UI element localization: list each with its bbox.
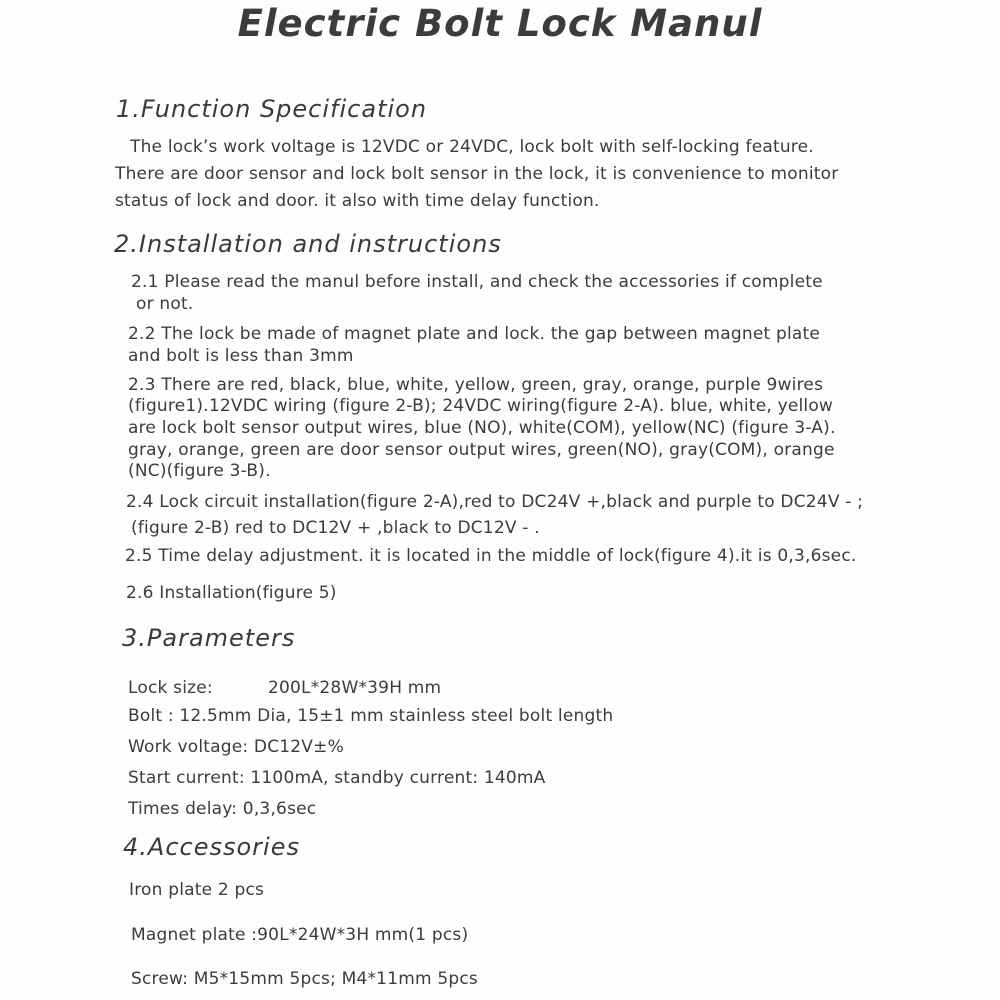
install-item-2-3-line-1: 2.3 There are red, black, blue, white, yellow, green, gray, orange, purple 9wires — [128, 375, 824, 395]
install-item-2-3-line-5: (NC)(figure 3-B). — [128, 461, 271, 481]
section-heading-installation: 2.Installation and instructions — [114, 230, 502, 258]
function-line-1: The lock’s work voltage is 12VDC or 24VDC, lock bolt with self-locking feature. — [130, 137, 814, 157]
function-line-2: There are door sensor and lock bolt sensor in the lock, it is convenience to monitor — [115, 164, 839, 184]
section-heading-accessories: 4.Accessories — [123, 833, 300, 861]
install-item-2-5: 2.5 Time delay adjustment. it is located in the middle of lock(figure 4).it is 0,3,6sec. — [125, 546, 857, 566]
section-heading-function: 1.Function Specification — [116, 95, 428, 123]
param-lock-size — [128, 678, 441, 699]
accessory-iron-plate: Iron plate 2 pcs — [129, 880, 265, 900]
install-item-2-2-line-2: and bolt is less than 3mm — [128, 346, 354, 366]
param-bolt: Bolt : 12.5mm Dia, 15±1 mm stainless steel bolt length — [128, 706, 614, 726]
param-work-voltage: Work voltage: DC12V±% — [128, 737, 344, 757]
install-item-2-1-line-1: 2.1 Please read the manul before install, and check the accessories if complete — [131, 272, 823, 292]
install-item-2-3-line-2: (figure1).12VDC wiring (figure 2-B); 24VDC wiring(figure 2-A). blue, white, yellow — [128, 396, 834, 416]
document-title: Electric Bolt Lock Manul — [237, 2, 763, 45]
function-line-3: status of lock and door. it also with time delay function. — [115, 191, 600, 211]
install-item-2-4-line-1: 2.4 Lock circuit installation(figure 2-A),red to DC24V +,black and purple to DC24V - ; — [126, 492, 864, 512]
install-item-2-4-line-2: (figure 2-B) red to DC12V + ,black to DC12V - . — [131, 518, 540, 538]
accessory-screw: Screw: M5*15mm 5pcs; M4*11mm 5pcs — [131, 969, 478, 989]
install-item-2-6: 2.6 Installation(figure 5) — [126, 583, 337, 603]
install-item-2-3-line-3: are lock bolt sensor output wires, blue (NO), white(COM), yellow(NC) (figure 3-A). — [128, 418, 836, 438]
param-time-delay: Times delay: 0,3,6sec — [128, 799, 317, 819]
section-heading-parameters: 3.Parameters — [122, 624, 296, 652]
install-item-2-1-line-2: or not. — [136, 294, 194, 314]
param-current: Start current: 1100mA, standby current: 140mA — [128, 768, 546, 788]
param-lock-size-label: Lock size: — [128, 678, 213, 698]
install-item-2-2-line-1: 2.2 The lock be made of magnet plate and lock. the gap between magnet plate — [128, 324, 821, 344]
param-lock-size-value: 200L*28W*39H mm — [268, 678, 442, 698]
accessory-magnet-plate: Magnet plate :90L*24W*3H mm(1 pcs) — [131, 925, 469, 945]
install-item-2-3-line-4: gray, orange, green are door sensor output wires, green(NO), gray(COM), orange — [128, 440, 835, 460]
